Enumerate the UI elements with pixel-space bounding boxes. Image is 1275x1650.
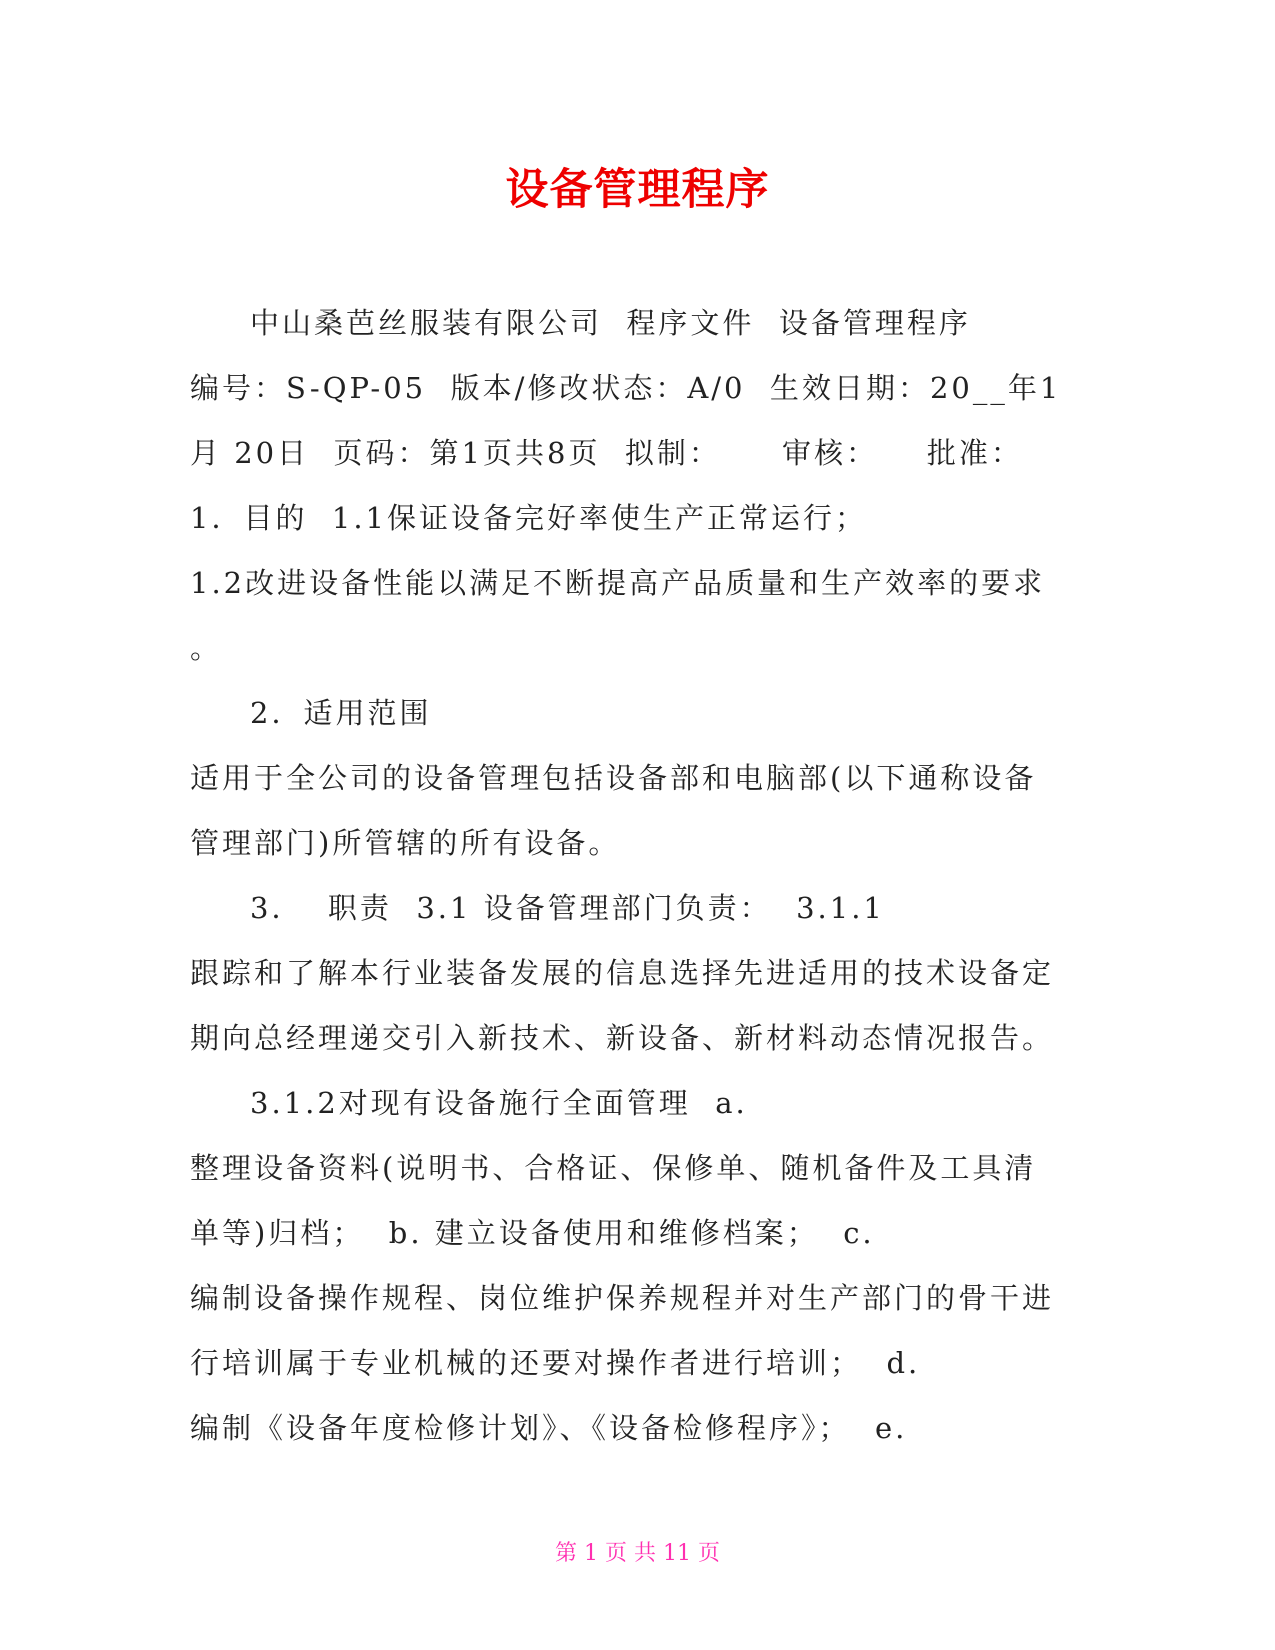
header-line-meta: 编号：S-QP-05 版本/修改状态：A/0 生效日期：20__年1 xyxy=(190,371,1062,405)
responsibility-item-3-1-2: 3.1.2对现有设备施行全面管理 a. xyxy=(250,1086,748,1120)
page-number-footer: 第 1 页 共 11 页 xyxy=(555,1541,720,1566)
responsibility-text-line-7: 编制《设备年度检修计划》、《设备检修程序》； e. xyxy=(190,1411,908,1445)
document-title: 设备管理程序 xyxy=(505,165,770,215)
document-body xyxy=(190,291,1095,1461)
responsibility-text-line-2: 期向总经理递交引入新技术、新设备、新材料动态情况报告。 xyxy=(190,1021,1055,1055)
section-purpose: 1．目的 1.1保证设备完好率使生产正常运行； xyxy=(190,501,868,535)
section-responsibility-heading: 3． 职责 3.1 设备管理部门负责： 3.1.1 xyxy=(250,891,885,925)
header-line-approval: 月 20日 页码：第1页共8页 拟制： 审核： 批准： xyxy=(190,436,1023,470)
purpose-item-1-2-end: 。 xyxy=(190,631,223,665)
scope-text-line-1: 适用于全公司的设备管理包括设备部和电脑部(以下通称设备 xyxy=(190,761,1037,795)
responsibility-text-line-6: 行培训属于专业机械的还要对操作者进行培训； d. xyxy=(190,1346,921,1380)
responsibility-text-line-5: 编制设备操作规程、岗位维护保养规程并对生产部门的骨干进 xyxy=(190,1281,1055,1315)
responsibility-text-line-4: 单等)归档； b. 建立设备使用和维修档案； c. xyxy=(190,1216,875,1250)
header-line-company: 中山桑芭丝服装有限公司 程序文件 设备管理程序 xyxy=(250,306,971,340)
purpose-item-1-2: 1.2改进设备性能以满足不断提高产品质量和生产效率的要求 xyxy=(190,566,1046,600)
scope-text-line-2: 管理部门)所管辖的所有设备。 xyxy=(190,826,621,860)
responsibility-text-line-1: 跟踪和了解本行业装备发展的信息选择先进适用的技术设备定 xyxy=(190,956,1055,990)
section-scope-heading: 2．适用范围 xyxy=(250,696,432,730)
responsibility-text-line-3: 整理设备资料(说明书、合格证、保修单、随机备件及工具清 xyxy=(190,1151,1037,1185)
